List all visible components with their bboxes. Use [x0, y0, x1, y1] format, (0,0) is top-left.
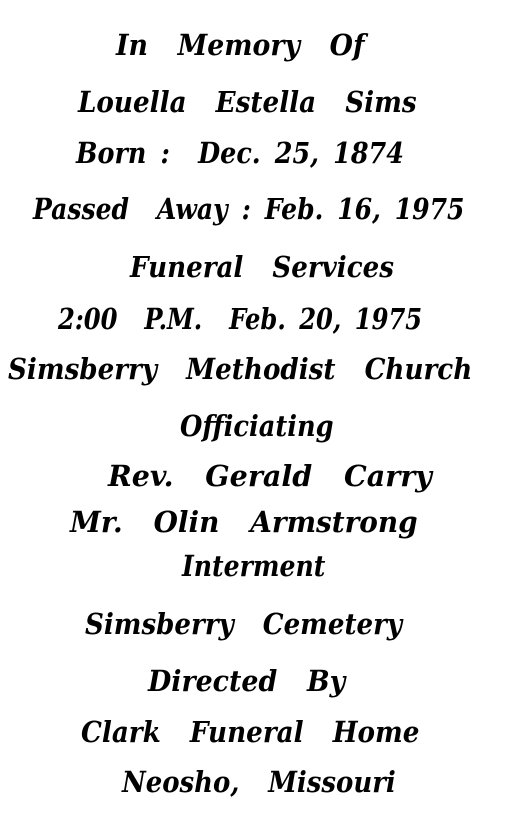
- cemetery-name: Simsberry Cemetery: [85, 607, 403, 641]
- deceased-name: Louella Estella Sims: [78, 85, 417, 119]
- services-time: 2:00 P.M. Feb. 20, 1975: [58, 302, 423, 336]
- services-heading: Funeral Services: [130, 250, 394, 284]
- officiant-name: Rev. Gerald Carry: [108, 459, 432, 493]
- death-date: Passed Away : Feb. 16, 1975: [33, 192, 465, 226]
- birth-date: Born : Dec. 25, 1874: [76, 136, 404, 170]
- funeral-home-name: Clark Funeral Home: [81, 715, 420, 749]
- officiant-name: Mr. Olin Armstrong: [70, 505, 418, 539]
- services-place: Simsberry Methodist Church: [8, 352, 473, 386]
- interment-heading: Interment: [182, 549, 326, 583]
- funeral-home-location: Neosho, Missouri: [122, 765, 396, 799]
- directed-heading: Directed By: [148, 664, 346, 698]
- officiating-heading: Officiating: [180, 409, 334, 443]
- memory-heading: In Memory Of: [116, 28, 365, 62]
